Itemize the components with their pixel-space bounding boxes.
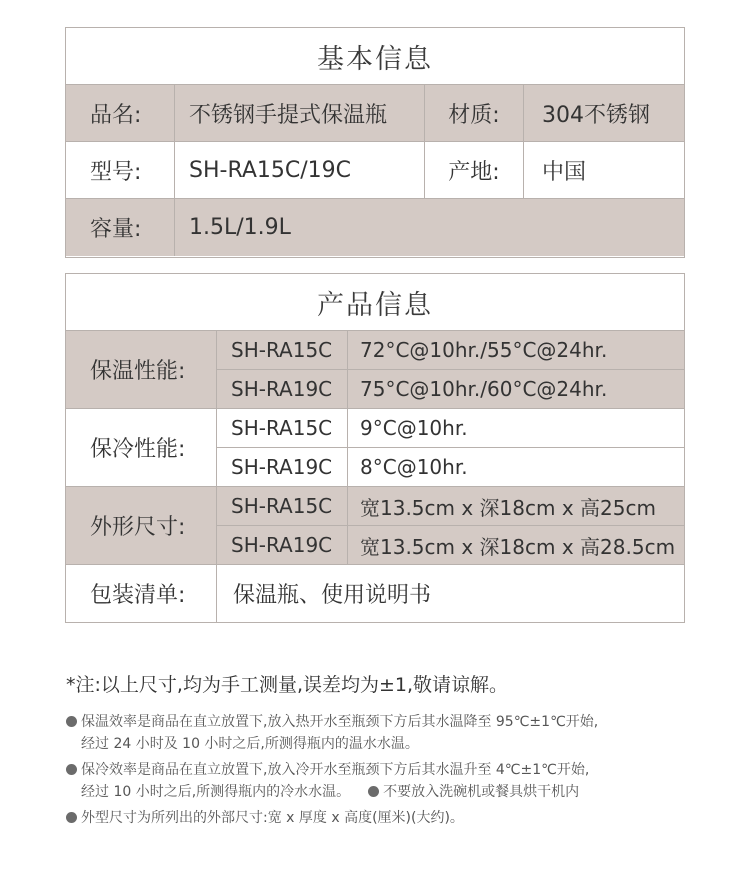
package-group [66,565,684,622]
model-cell: SH-RA19C [231,533,333,557]
spec-cell: 宽13.5cm x 深18cm x 高25cm [347,487,684,525]
spec-cell: 72°C@10hr./55°C@24hr. [347,331,684,369]
spec-cell: 8°C@10hr. [347,448,684,486]
material-value: 304不锈钢 [523,85,684,141]
package-label: 包装清单: [90,583,186,608]
model-value: SH-RA15C/19C [174,142,424,198]
bullet-dot-icon [66,764,77,775]
model-cell: SH-RA15C [231,494,333,518]
notes-section [66,670,706,833]
cold-retention-label: 保冷性能: [90,437,186,462]
basic-info-title: 基本信息 [66,28,684,85]
model-cell: SH-RA19C [231,455,333,479]
name-value: 不锈钢手提式保温瓶 [174,85,424,141]
bullet-dot-icon [368,786,379,797]
spec-cell: 宽13.5cm x 深18cm x 高28.5cm [347,526,684,564]
table-row [66,85,684,142]
list-item [66,711,706,755]
product-info-table [65,273,685,623]
origin-label: 产地: [424,142,523,198]
dimensions-label: 外形尺寸: [90,515,186,540]
package-value: 保温瓶、使用说明书 [216,565,684,622]
name-label: 品名: [90,102,142,128]
table-row [217,487,684,525]
capacity-label: 容量: [90,217,142,242]
bullet-dot-icon [66,716,77,727]
spec-cell: 75°C@10hr./60°C@24hr. [347,370,684,408]
table-row [217,409,684,447]
bullet-dot-icon [66,812,77,823]
note-text: 保温效率是商品在直立放置下,放入热开水至瓶颈下方后其水温降至 95℃±1℃开始, [81,714,599,730]
table-row [66,199,684,256]
product-info-title: 产品信息 [66,274,684,331]
table-row [217,447,684,486]
note-text: 经过 10 小时之后,所测得瓶内的冷水水温。 [81,784,351,800]
dimensions-group [66,487,684,565]
note-text: 不要放入洗碗机或餐具烘干机内 [383,784,580,800]
insulation-label: 保温性能: [90,359,186,384]
origin-value: 中国 [523,142,684,198]
model-cell: SH-RA19C [231,377,333,401]
list-item [66,807,706,829]
measurement-note: *注:以上尺寸,均为手工测量,误差均为±1,敬请谅解。 [66,674,509,696]
spec-cell: 9°C@10hr. [347,409,684,447]
capacity-value: 1.5L/1.9L [174,199,684,256]
note-text: 经过 24 小时及 10 小时之后,所测得瓶内的温水水温。 [81,736,419,752]
note-text: 外型尺寸为所列出的外部尺寸:宽 x 厚度 x 高度(厘米)(大约)。 [81,810,464,826]
insulation-group [66,331,684,409]
model-cell: SH-RA15C [231,416,333,440]
model-label: 型号: [90,159,142,185]
table-row [217,525,684,564]
table-row [66,142,684,199]
model-cell: SH-RA15C [231,338,333,362]
table-row [217,331,684,369]
material-label: 材质: [424,85,523,141]
table-row [217,369,684,408]
list-item [66,759,706,803]
basic-info-table [65,27,685,258]
note-text: 保冷效率是商品在直立放置下,放入冷开水至瓶颈下方后其水温升至 4℃±1℃开始, [81,762,590,778]
cold-retention-group [66,409,684,487]
